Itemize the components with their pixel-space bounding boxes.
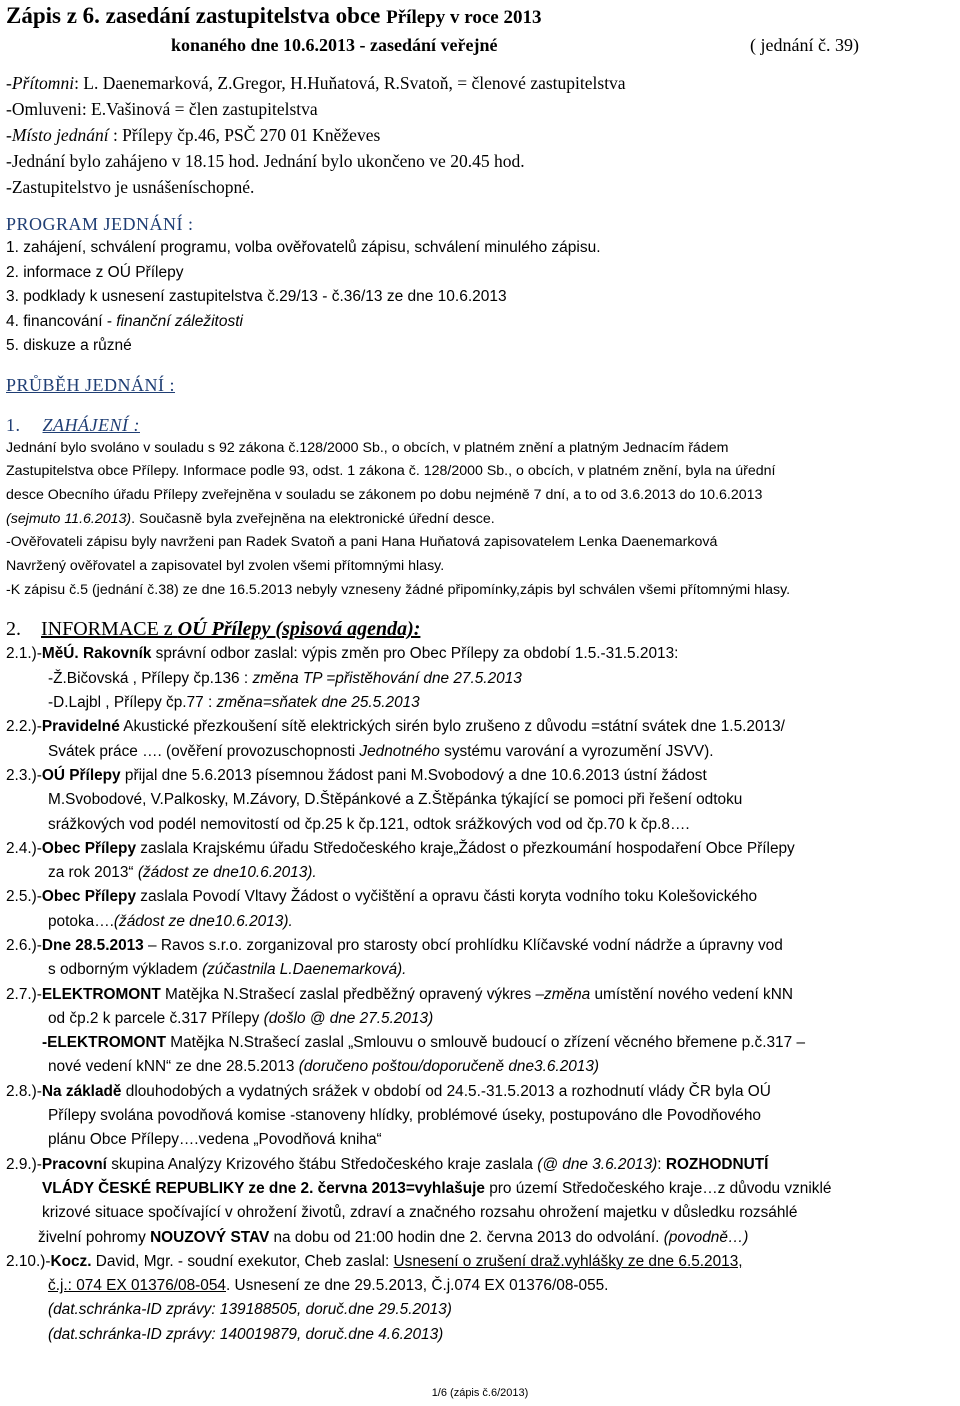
item-text: zaslala Krajskému úřadu Středočeského kraje„Žádost o přezkoumání hospodaření Obce Přílepy: [136, 839, 795, 857]
item-bold: Dne 28.5.2013: [41, 936, 144, 954]
item-line: Přílepy svolána povodňová komise -stanoveny hlídky, problémové úseky, postupováno dle Povodňového: [48, 1107, 761, 1125]
place-line: [6, 122, 954, 148]
item-text: nové vedení kNN“ ze dne 28.5.2013: [48, 1058, 299, 1076]
item-bold: Kocz.: [50, 1252, 92, 1270]
item-number: 2.3.)-: [6, 766, 42, 784]
item-text: :: [657, 1155, 666, 1173]
item-text: živelní pohromy: [38, 1228, 151, 1246]
program-heading: PROGRAM JEDNÁNÍ :: [6, 214, 194, 234]
document-page: [0, 2, 960, 1406]
body-line: desce Obecního úřadu Přílepy zveřejněna v souladu se zákonem po dobu nejméně 7 dní, a to od 3.6.2013 do 10.6.2013: [6, 486, 763, 503]
item-number: 2.5.)-: [6, 888, 42, 906]
item-2-1: [6, 642, 954, 666]
item-bold: Na základě: [41, 1082, 122, 1100]
item-2-10: [6, 1250, 954, 1274]
section-2-title-a: INFORMACE z: [41, 618, 178, 641]
item-text: přijal dne 5.6.2013 písemnou žádost pani M.Svobodový a dne 10.6.2013 ústní žádost: [120, 766, 707, 784]
item-line: [6, 691, 954, 715]
item-bold: NOUZOVÝ STAV: [150, 1228, 270, 1246]
page-footer: 1/6 (zápis č.6/2013): [431, 1387, 529, 1399]
item-underlined: Usnesení o zrušení draž.vyhlášky ze dne 6.5.2013,: [393, 1252, 743, 1270]
item-text: umístění nového vedení kNN: [590, 985, 793, 1003]
item-italic: (zúčastnila L.Daenemarková).: [201, 961, 407, 979]
item-line: [6, 740, 954, 764]
item-italic: (žádost ze dne10.6.2013).: [137, 864, 317, 882]
item-text: systému varování a vyrozumění JSVV).: [439, 742, 714, 760]
item-text: -Ž.Bičovská , Přílepy čp.136 :: [48, 669, 253, 687]
item-italic: (povodně…): [663, 1228, 749, 1246]
item-bold: Pracovní: [41, 1155, 107, 1173]
body-line: Navržený ověřovatel a zapisovatel byl zvolen všemi přítomnými hlasy.: [6, 558, 445, 575]
item-line: [6, 1031, 954, 1055]
item-2-4: [6, 837, 954, 861]
item-text: dlouhodobých a vydatných srážek v období od 24.5.-31.5.2013 a rozhodnutí vlády ČR byla OÚ: [121, 1082, 771, 1100]
item-text: Matějka N.Strašecí zaslal „Smlouvu o smlouvě budoucí o zřízení věcného břemene p.č.317 –: [165, 1034, 806, 1052]
subtitle-text: konaného dne 10.6.2013 - zasedání veřejné: [171, 35, 498, 55]
section-2-title-b: OÚ Přílepy (spisová agenda):: [177, 618, 421, 641]
place-value: : Přílepy čp.46, PSČ 270 01 Kněževes: [108, 125, 381, 145]
prubeh-heading: PRŮBĚH JEDNÁNÍ :: [6, 374, 176, 395]
item-italic: Jednotného: [359, 742, 440, 760]
item-italic: (došlo @ dne 27.5.2013): [263, 1009, 434, 1027]
item-number: 2.9.)-: [6, 1155, 42, 1173]
item-text: Akustické přezkoušení sítě elektrických sirén bylo zrušeno z důvodu =státní svátek dne 1.5.2013/: [119, 718, 785, 736]
item-number: 2.10.)-: [6, 1252, 51, 1270]
item-line: [6, 861, 954, 885]
times-line: -Jednání bylo zahájeno v 18.15 hod. Jednání bylo ukončeno ve 20.45 hod.: [6, 151, 525, 171]
item-bold: VLÁDY ČESKÉ REPUBLIKY ze dne 2. června 2013=vyhlašuje: [42, 1179, 485, 1197]
section-1-heading: [6, 413, 954, 437]
item-text: David, Mgr. - soudní exekutor, Cheb zaslal:: [91, 1252, 394, 1270]
item-line: plánu Obce Přílepy….vedena „Povodňová kniha“: [48, 1131, 382, 1149]
section-1-title: ZAHÁJENÍ :: [42, 414, 140, 435]
item-line: [6, 1274, 954, 1298]
item-text: od čp.2 k parcele č.317 Přílepy: [48, 1009, 264, 1027]
program-item-italic: finanční záležitosti: [116, 312, 243, 330]
item-line: [6, 1177, 954, 1201]
place-label: -Místo jednání: [6, 125, 109, 145]
removed-date: (sejmuto 11.6.2013): [6, 510, 132, 527]
item-italic: (@ dne 3.6.2013): [537, 1155, 658, 1173]
present-label: -Přítomni: [6, 73, 75, 93]
body-line: Jednání bylo svoláno v souladu s 92 zákona č.128/2000 Sb., o obcích, v platném znění a platným Jednacím řádem: [6, 439, 729, 456]
item-number: 2.1.)-: [6, 645, 42, 663]
excused-line: -Omluveni: E.Vašinová = člen zastupitelstva: [6, 99, 318, 119]
item-number: 2.8.)-: [6, 1082, 42, 1100]
program-item-text: 4. financování -: [6, 312, 117, 330]
item-bold: ROZHODNUTÍ: [665, 1155, 769, 1173]
program-item: [6, 310, 954, 335]
program-list: [6, 236, 954, 359]
item-text: potoka….: [48, 912, 114, 930]
body-text: . Současně byla zveřejněna na elektronické úřední desce.: [131, 510, 495, 527]
body-line: [6, 508, 954, 532]
item-text: pro území Středočeského kraje…z důvodu vzniklé: [484, 1179, 832, 1197]
item-text: – Ravos s.r.o. zorganizoval pro starosty obcí prohlídku Klíčavské vodní nádrže a úpravny vod: [143, 936, 783, 954]
title-village: Přílepy v roce 2013: [386, 7, 542, 28]
item-text: Matějka N.Strašecí zaslal předběžný opravený výkres: [160, 985, 536, 1003]
item-text: zaslala Povodí Vltavy Žádost o vyčištění a opravu části koryta vodního toku Kolešovického: [136, 888, 758, 906]
item-italic: –změna: [535, 985, 591, 1003]
section-1-body: [6, 437, 954, 603]
item-2-6: [6, 934, 954, 958]
meeting-meta: [6, 70, 954, 200]
item-bold: MěÚ. Rakovník: [41, 645, 152, 663]
item-2-3: [6, 764, 954, 788]
item-line: srážkových vod podél nemovitostí od čp.25 k čp.121, odtok srážkových vod od čp.70 k čp.8….: [48, 815, 690, 833]
item-number: 2.6.)-: [6, 936, 42, 954]
program-item: 3. podklady k usnesení zastupitelstva č.29/13 - č.36/13 ze dne 10.6.2013: [6, 288, 507, 305]
item-italic: (žádost ze dne10.6.2013).: [113, 912, 293, 930]
item-bold: ELEKTROMONT: [41, 985, 161, 1003]
item-italic: změna TP =přistěhování dne 27.5.2013: [252, 669, 522, 687]
program-item: 1. zahájení, schválení programu, volba ověřovatelů zápisu, schválení minulého zápisu.: [6, 239, 601, 256]
item-number: 2.7.)-: [6, 985, 42, 1003]
item-2-7: [6, 983, 954, 1007]
item-bold: Pravidelné: [41, 718, 120, 736]
item-bold: -ELEKTROMONT: [42, 1034, 166, 1052]
item-bold: OÚ Přílepy: [41, 766, 121, 784]
item-text: za rok 2013“: [48, 864, 138, 882]
section-2-heading: [6, 616, 954, 642]
item-line: (dat.schránka-ID zprávy: 140019879, doruč.dne 4.6.2013): [48, 1325, 444, 1343]
item-line: krizové situace spočívající v ohrožení životů, zdraví a značného rozsahu ohrožení majetku v důsledku rozsáhlé: [42, 1204, 798, 1222]
item-text: na dobu od 21:00 hodin dne 2. června 2013 do odvolání.: [269, 1228, 664, 1246]
item-2-8: [6, 1080, 954, 1104]
body-line: -K zápisu č.5 (jednání č.38) ze dne 16.5.2013 nebyly vzneseny žádné připomínky,zápis byl schválen všemi přítomnými hlasy.: [6, 581, 791, 598]
item-line: [6, 1007, 954, 1031]
item-2-2: [6, 715, 954, 739]
item-text: Svátek práce …. (ověření provozuschopnosti: [48, 742, 360, 760]
item-text: skupina Analýzy Krizového štábu Středočeského kraje zaslala: [106, 1155, 538, 1173]
quorum-line: -Zastupitelstvo je usnášeníschopné.: [6, 177, 255, 197]
item-line: [6, 1055, 954, 1079]
item-number: 2.2.)-: [6, 718, 42, 736]
item-line: [6, 667, 954, 691]
body-line: Zastupitelstva obce Přílepy. Informace podle 93, odst. 1 zákona č. 128/2000 Sb., o obcích, v platném znění, byla na úřední: [6, 463, 776, 480]
item-line: (dat.schránka-ID zprávy: 139188505, doruč.dne 29.5.2013): [48, 1301, 452, 1319]
section-1-number: 1.: [6, 414, 21, 435]
item-2-9: [6, 1153, 954, 1177]
present-line: [6, 70, 954, 96]
item-text: -D.Lajbl , Přílepy čp.77 :: [48, 694, 217, 712]
section-2-number: 2.: [6, 618, 21, 641]
item-text: správní odbor zaslal: výpis změn pro Obec Přílepy za období 1.5.-31.5.2013:: [151, 645, 679, 663]
item-line: [6, 1226, 954, 1250]
present-value: : L. Daenemarková, Z.Gregor, H.Huňatová, R.Svatoň, = členové zastupitelstva: [74, 73, 626, 93]
body-line: -Ověřovateli zápisu byly navrženi pan Radek Svatoň a pani Hana Huňatová zapisovatelem Lenka Daenemarková: [6, 534, 718, 551]
item-line: [6, 910, 954, 934]
item-italic: (doručeno poštou/doporučeně dne3.6.2013): [298, 1058, 600, 1076]
title-part: Zápis z 6. zasedání zastupitelstva obce: [6, 3, 387, 28]
item-underlined: č.j.: 074 EX 01376/08-054: [48, 1277, 226, 1295]
item-bold: Obec Přílepy: [41, 888, 137, 906]
item-number: 2.4.)-: [6, 839, 42, 857]
item-line: M.Svobodové, V.Palkosky, M.Závory, D.Štěpánkové a Z.Štěpánka týkající se pomoci při řešení odtoku: [48, 791, 743, 809]
item-line: [6, 958, 954, 982]
meeting-number: ( jednání č. 39): [750, 35, 859, 55]
item-text: s odborným výkladem: [48, 961, 202, 979]
document-subtitle: [6, 32, 954, 58]
program-item: 2. informace z OÚ Přílepy: [6, 263, 184, 281]
item-italic: změna=sňatek dne 25.5.2013: [216, 694, 420, 712]
program-item: 5. diskuze a různé: [6, 337, 132, 354]
item-2-5: [6, 885, 954, 909]
section-2-body: [6, 642, 954, 1347]
document-title: [6, 2, 954, 32]
item-text: . Usnesení ze dne 29.5.2013, Č.j.074 EX 01376/08-055.: [225, 1277, 609, 1295]
item-bold: Obec Přílepy: [41, 839, 137, 857]
